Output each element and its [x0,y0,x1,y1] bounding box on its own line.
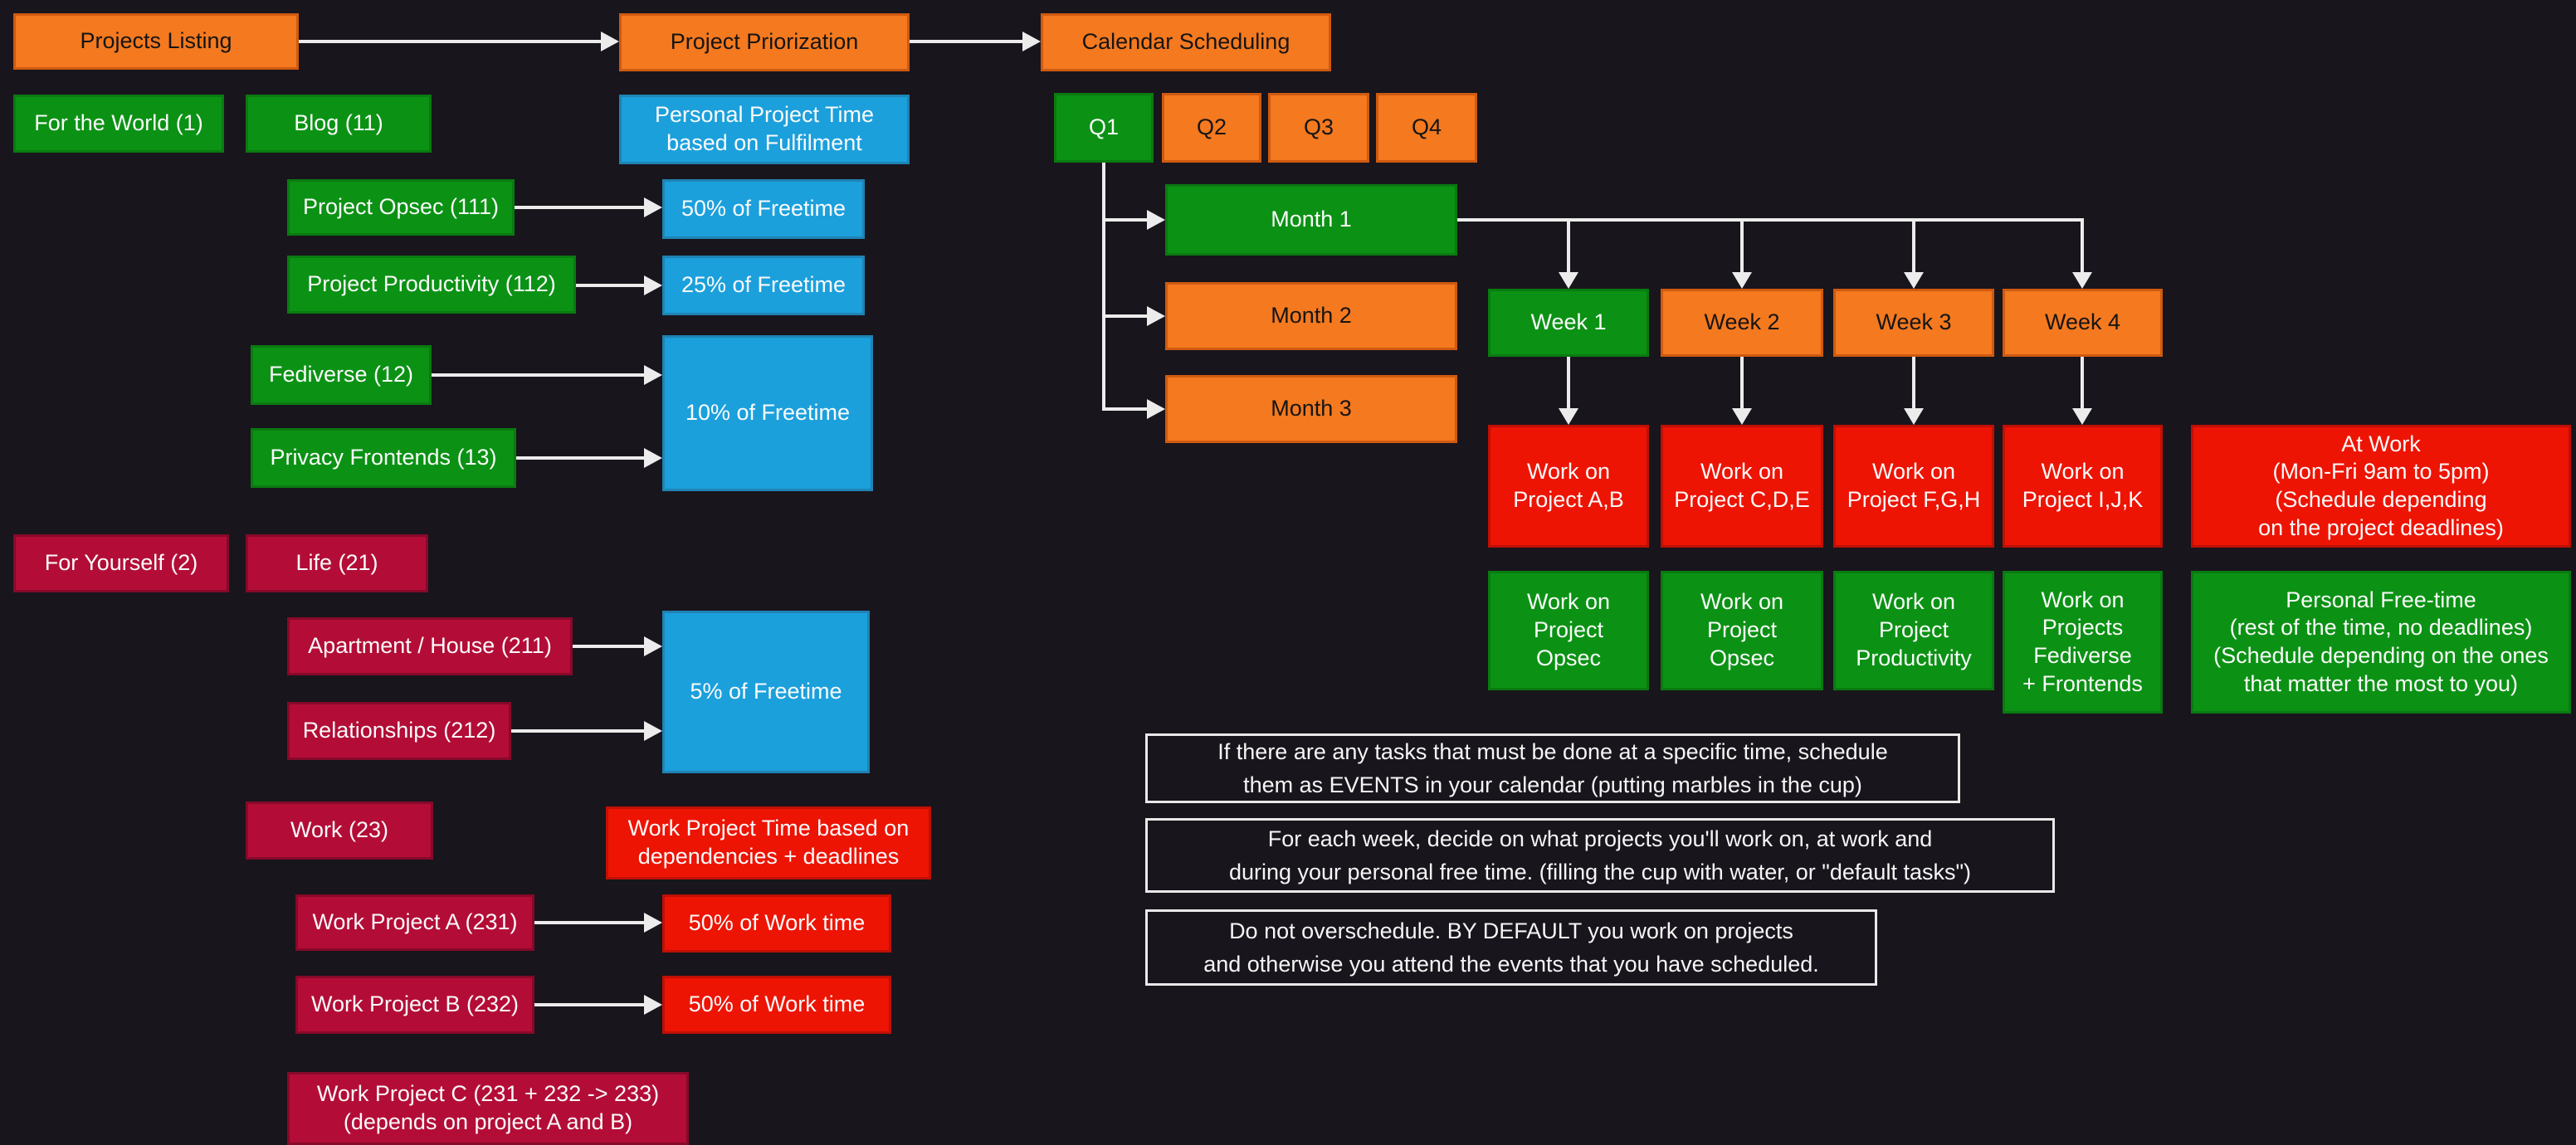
connector-priorization-to-calendar [910,40,1022,43]
node-project-productivity: Project Productivity (112) [287,256,576,314]
node-at-work: At Work (Mon-Fri 9am to 5pm) (Schedule depending on the project deadlines) [2191,425,2571,548]
connector-listing-to-priorization [299,40,601,43]
connector-month1-to-week1 [1567,220,1570,272]
node-week-1: Week 1 [1488,289,1649,357]
connector-month1-to-week3 [1912,220,1915,272]
connector-q1-to-month3 [1102,407,1147,411]
node-work-productivity: Work on Project Productivity [1833,571,1994,690]
node-relationships: Relationships (212) [287,702,511,760]
connector-opsec-to-50 [515,206,644,209]
node-life: Life (21) [246,534,428,592]
node-personal-project-time: Personal Project Time based on Fulfilment [619,95,910,164]
node-for-the-world: For the World (1) [13,95,224,153]
node-work-fgh: Work on Project F,G,H [1833,425,1994,548]
node-work: Work (23) [246,802,433,860]
node-work-fediverse-frontends: Work on Projects Fediverse + Frontends [2003,571,2163,714]
connector-week1-to-work [1567,357,1570,408]
node-q1: Q1 [1054,93,1154,163]
node-work-opsec-2: Work on Project Opsec [1661,571,1823,690]
node-work-project-b: Work Project B (232) [295,976,534,1034]
connector-week3-to-work [1912,357,1915,408]
node-project-priorization: Project Priorization [619,13,910,71]
connector-productivity-to-25 [576,284,644,287]
connector-fediverse-to-10 [432,373,644,377]
connector-month1-to-week4 [2081,220,2084,272]
node-blog: Blog (11) [246,95,432,153]
node-q3: Q3 [1268,93,1369,163]
node-freetime-10: 10% of Freetime [662,335,873,491]
node-project-opsec: Project Opsec (111) [287,179,515,236]
node-month-1: Month 1 [1165,184,1457,256]
node-week-3: Week 3 [1833,289,1994,357]
connector-q1-to-month2 [1102,314,1147,318]
node-week-2: Week 2 [1661,289,1823,357]
node-fediverse: Fediverse (12) [251,345,432,405]
node-calendar-scheduling: Calendar Scheduling [1041,13,1331,71]
node-freetime-5: 5% of Freetime [662,611,870,773]
node-privacy-frontends: Privacy Frontends (13) [251,428,516,488]
connector-projectb-to-worktime [534,1003,644,1006]
connector-q1-trunk [1102,163,1105,409]
node-work-project-c: Work Project C (231 + 232 -> 233) (depends on project A and B) [287,1072,689,1145]
node-work-ab: Work on Project A,B [1488,425,1649,548]
node-worktime-50-b: 50% of Work time [662,976,891,1034]
note-weekly-decision: For each week, decide on what projects you'll work on, at work and during your personal free time. (filling the cup with water, or "default tasks") [1145,818,2055,893]
node-work-project-a: Work Project A (231) [295,894,534,951]
connector-relationships-to-5 [511,729,644,733]
node-month-2: Month 2 [1165,282,1457,350]
connector-week4-to-work [2081,357,2084,408]
node-projects-listing: Projects Listing [13,13,299,70]
node-worktime-50-a: 50% of Work time [662,894,891,953]
node-apartment-house: Apartment / House (211) [287,617,573,675]
node-q2: Q2 [1162,93,1261,163]
connector-apartment-to-5 [573,645,644,648]
connector-projecta-to-worktime [534,921,644,924]
node-work-ijk: Work on Project I,J,K [2003,425,2163,548]
node-personal-freetime: Personal Free-time (rest of the time, no deadlines) (Schedule depending on the ones that matter the most to you) [2191,571,2571,714]
node-work-cde: Work on Project C,D,E [1661,425,1823,548]
node-work-project-time: Work Project Time based on dependencies + deadlines [606,806,931,879]
node-month-3: Month 3 [1165,375,1457,443]
connector-month1-rail [1457,218,2084,222]
node-work-opsec-1: Work on Project Opsec [1488,571,1649,690]
note-schedule-events: If there are any tasks that must be done at a specific time, schedule them as EVENTS in your calendar (putting marbles in the cup) [1145,733,1960,803]
connector-week2-to-work [1740,357,1744,408]
connector-q1-to-month1 [1102,218,1147,222]
node-q4: Q4 [1376,93,1477,163]
connector-month1-to-week2 [1740,220,1744,272]
note-do-not-overschedule: Do not overschedule. BY DEFAULT you work on projects and otherwise you attend the events that you have scheduled. [1145,909,1877,986]
node-freetime-50: 50% of Freetime [662,179,865,239]
connector-frontends-to-10 [516,456,644,460]
node-for-yourself: For Yourself (2) [13,534,229,592]
node-freetime-25: 25% of Freetime [662,256,865,315]
node-week-4: Week 4 [2003,289,2163,357]
